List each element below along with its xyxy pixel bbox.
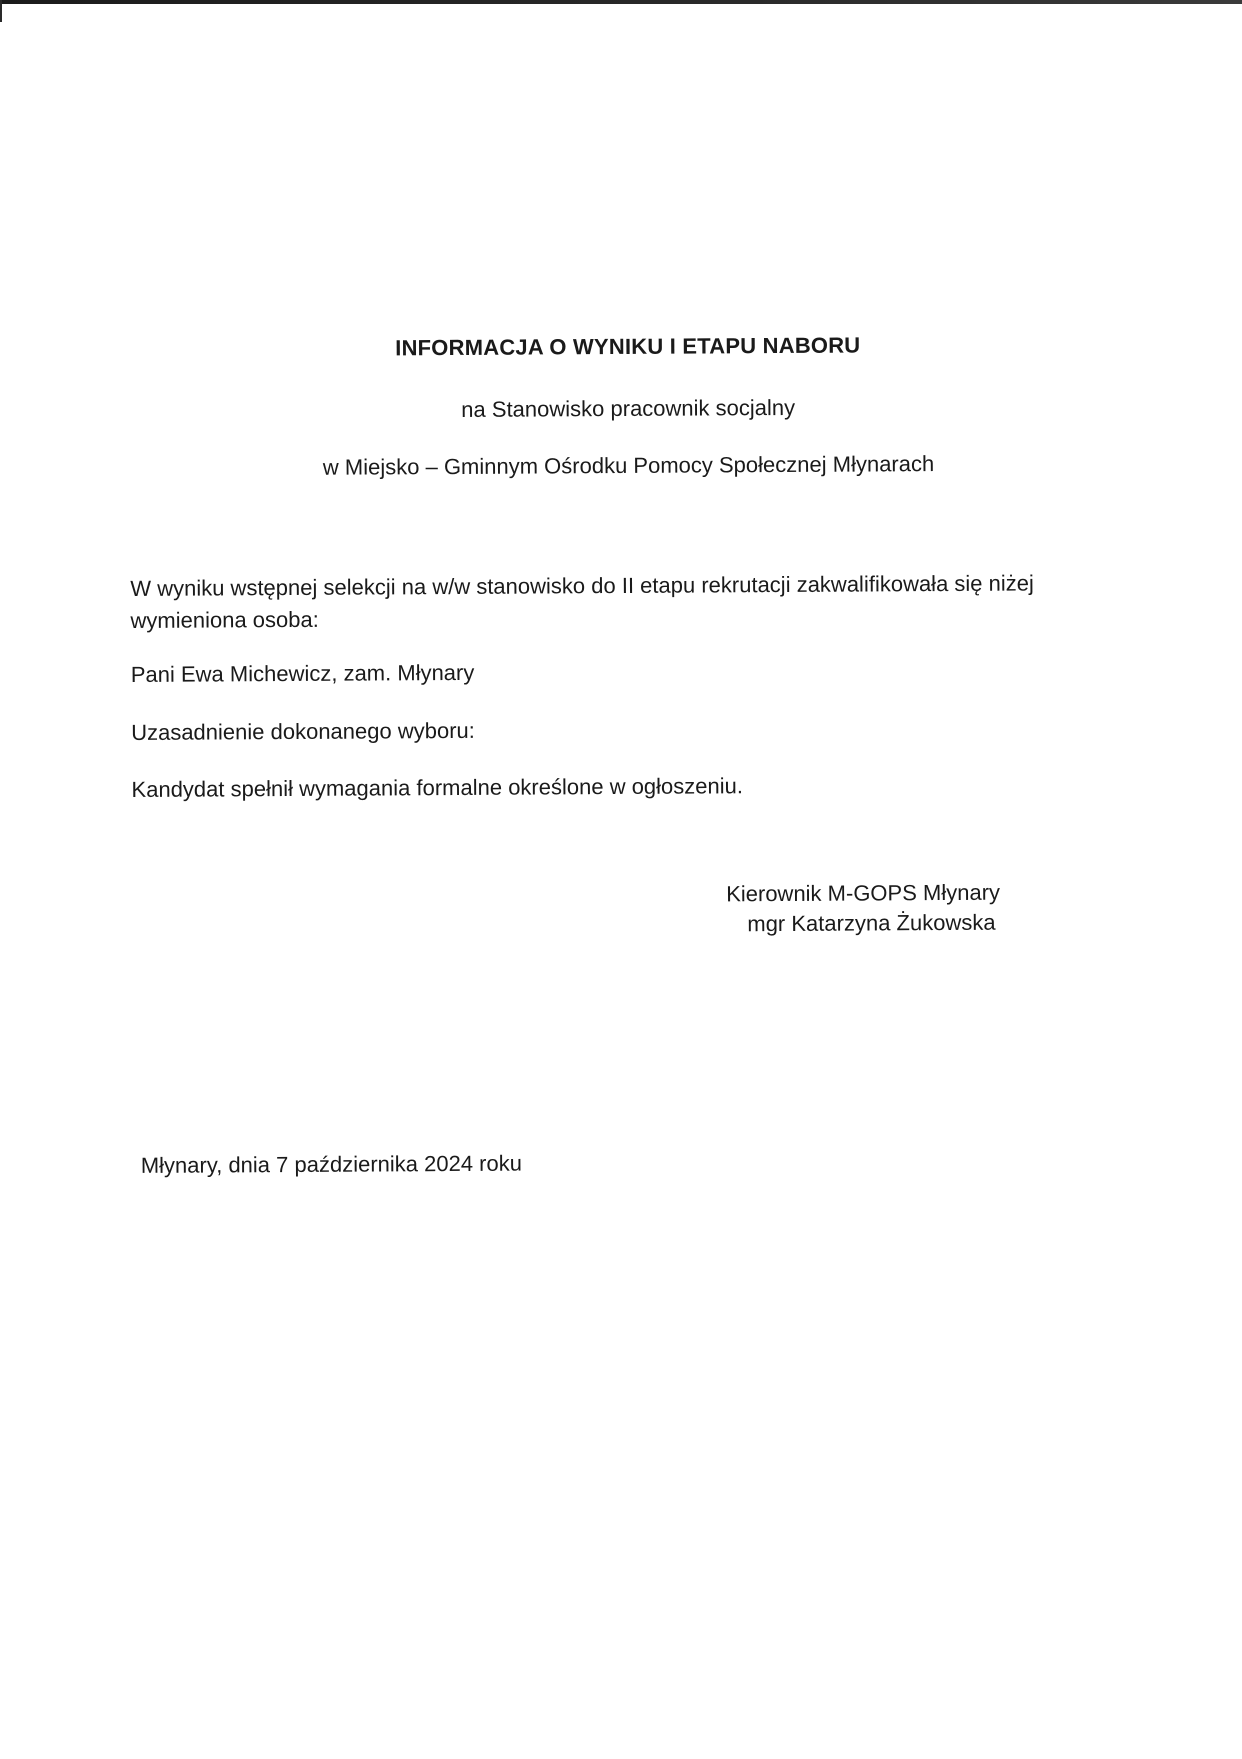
justification-label: Uzasadnienie dokonanego wyboru: — [131, 717, 475, 745]
qualified-person: Pani Ewa Michewicz, zam. Młynary — [130, 659, 475, 687]
position-line: na Stanowisko pracownik socjalny — [461, 394, 796, 422]
signatory-role: Kierownik M-GOPS Młynary — [726, 879, 1001, 907]
justification-text: Kandydat spełnił wymagania formalne określone w ogłoszeniu. — [131, 773, 744, 802]
signature-block — [700, 877, 1100, 939]
institution-line: w Miejsko – Gminnym Ośrodku Pomocy Społecznej Młynarach — [322, 451, 935, 480]
intro-paragraph: W wyniku wstępnej selekcji na w/w stanowisko do II etapu rekrutacji zakwalifikowała się niżej wymieniona osoba: — [130, 570, 1034, 633]
document-title: INFORMACJA O WYNIKU I ETAPU NABORU — [395, 332, 861, 361]
place-and-date: Młynary, dnia 7 października 2024 roku — [140, 1150, 523, 1178]
signatory-name: mgr Katarzyna Żukowska — [747, 909, 996, 937]
